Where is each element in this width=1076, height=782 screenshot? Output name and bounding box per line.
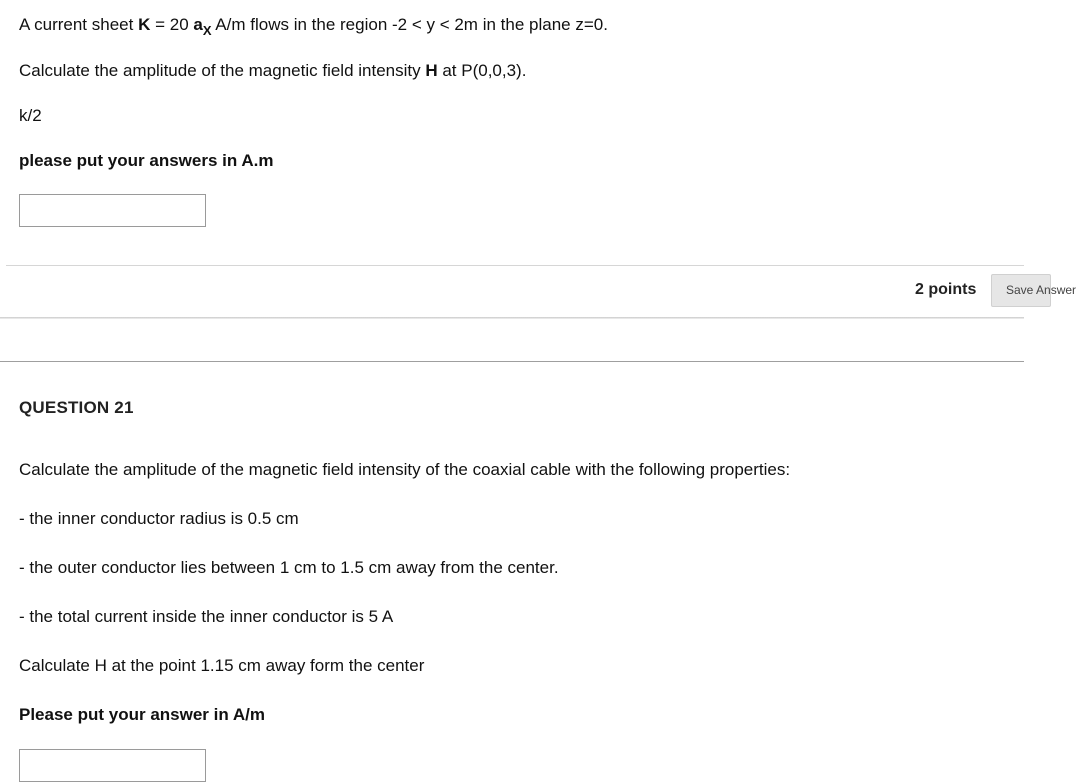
q21-property-outer-conductor: - the outer conductor lies between 1 cm to 1.5 cm away from the center. [19, 558, 559, 577]
q20-units-instruction: please put your answers in A.m [19, 151, 274, 170]
unit-vector-subscript: X [202, 23, 212, 38]
q21-units-instruction: Please put your answer in A/m [19, 705, 265, 724]
q21-property-inner-radius: - the inner conductor radius is 0.5 cm [19, 509, 299, 528]
q21-property-total-current: - the total current inside the inner conductor is 5 A [19, 607, 394, 626]
q21-answer-input[interactable] [19, 749, 206, 782]
unit-vector-symbol: a [193, 15, 203, 34]
q21-prompt: Calculate the amplitude of the magnetic field intensity of the coaxial cable with the following properties: [19, 460, 791, 479]
points-label: 2 points [915, 281, 977, 298]
q20-statement-line1: A current sheet K = 20 $a_X$ A/m flows in the region -2 < y < 2m in the plane z=0. [19, 15, 608, 38]
question-21-heading: QUESTION 21 [19, 398, 134, 417]
divider [6, 265, 1024, 266]
current-density-symbol: K [138, 15, 151, 34]
q21-task: Calculate H at the point 1.15 cm away form the center [19, 656, 425, 675]
q20-hint: k/2 [19, 106, 42, 125]
q20-statement-line2: Calculate the amplitude of the magnetic field intensity H at P(0,0,3). [19, 61, 527, 80]
q20-answer-input[interactable] [19, 194, 206, 227]
field-intensity-symbol: H [425, 61, 438, 80]
question-separator [0, 361, 1024, 362]
save-answer-button[interactable]: Save Answer [991, 274, 1051, 307]
question-footer-border [0, 317, 1024, 319]
